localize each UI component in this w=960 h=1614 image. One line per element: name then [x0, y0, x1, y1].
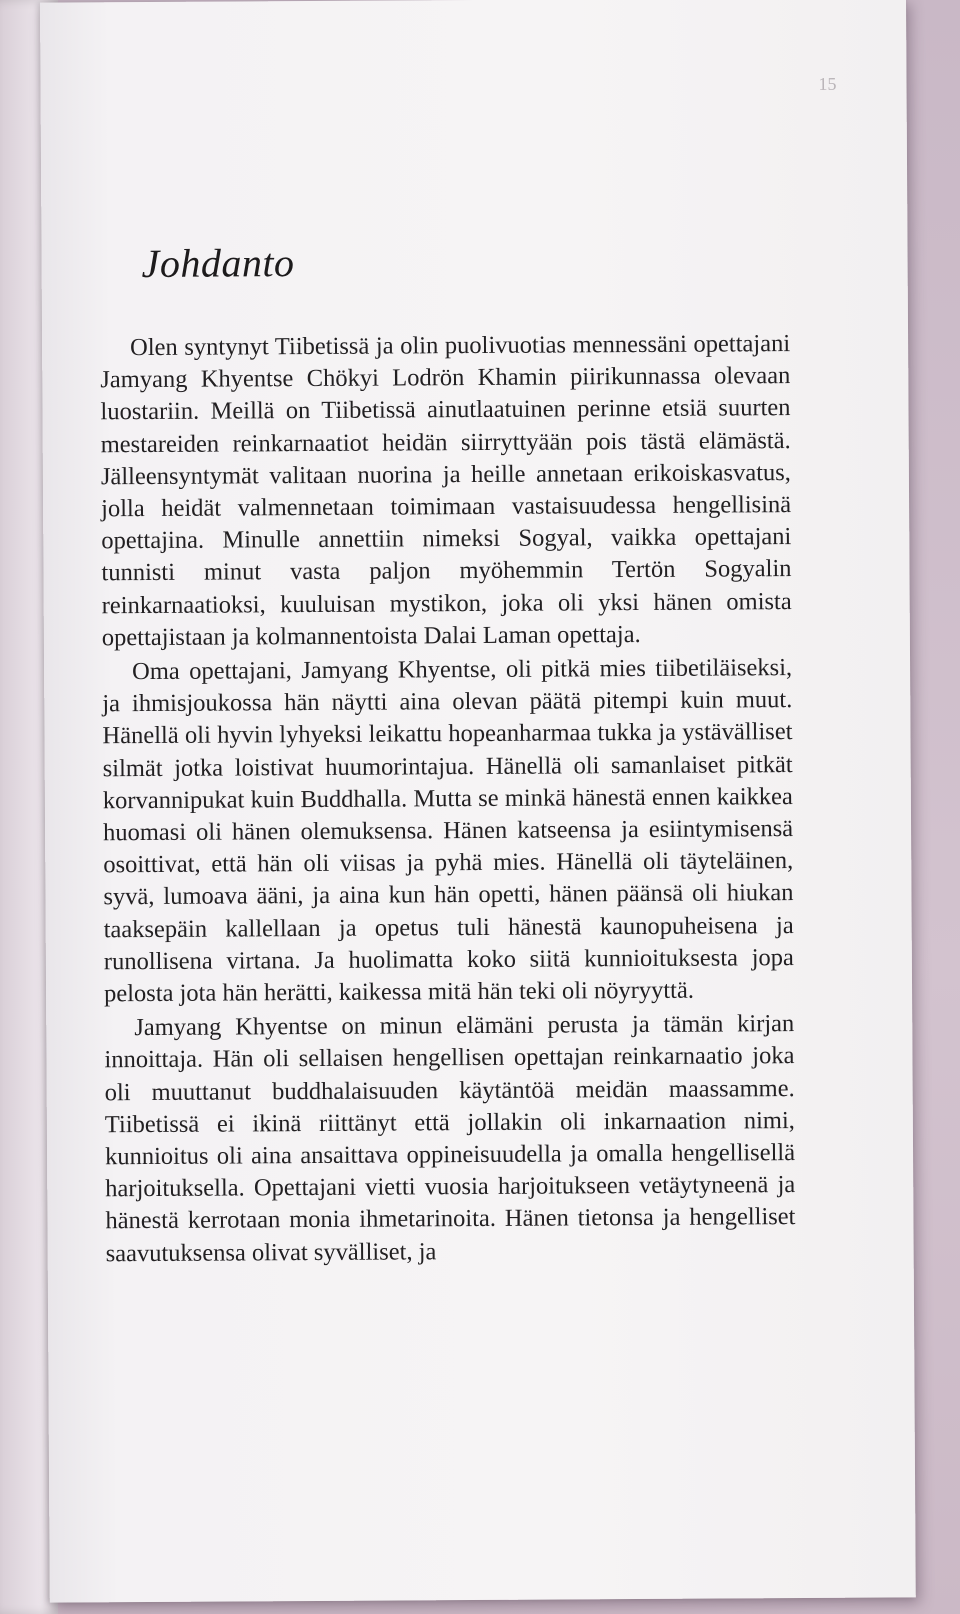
book-page: [40, 0, 916, 1603]
page-number: 15: [818, 73, 837, 94]
chapter-heading: Johdanto: [141, 240, 295, 287]
paragraph: Olen syntynyt Tiibetissä ja olin puolivuotias mennessäni opettajani Jamyang Khyentse Chökyi Lodrön Khamin piirikunnassa olevaan luostariin. Meillä on Tiibetissä ainutlaatuinen perinne etsiä suurten mestareiden reinkarnaatiot heidän siirryttyään pois tästä elämästä. Jälleensyntymät valitaan nuorina ja heille annetaan erikoiskasvatus, jolla heidät valmennetaan toimimaan vastaisuudessa hengellisinä opettajina. Minulle annettiin nimeksi Sogyal, vaikka opettajani tunnisti minut vasta paljon myöhemmin Tertön Sogyalin reinkarnaatioksi, kuuluisan mystikon, joka oli yksi hänen omista opettajistaan ja kolmannentoista Dalai Laman opettaja.: [100, 330, 792, 652]
body-text: [100, 328, 796, 1270]
paragraph: Jamyang Khyentse on minun elämäni perusta ja tämän kirjan innoittaja. Hän oli sellaisen hengellisen opettajan reinkarnaatio joka oli muuttanut buddhalaisuuden käytäntöä meidän maassamme. Tiibetissä ei ikinä riittänyt että jollakin oli inkarnaation nimi, kunnioitus oli aina ansaittava oppineisuudella ja omalla hengellisellä harjoituksella. Opettajani vietti vuosia harjoitukseen vetäytyneenä ja hänestä kerrotaan monia ihmetarinoita. Hänen tietonsa ja hengelliset saavutuksensa olivat syvälliset, ja: [104, 1010, 796, 1267]
paragraph: Oma opettajani, Jamyang Khyentse, oli pitkä mies tiibetiläiseksi, ja ihmisjoukossa hän näytti aina olevan päätä pitempi kuin muut. Hänellä oli hyvin lyhyeksi leikattu hopeanharmaa tukka ja ystävälliset silmät jotka loistivat huumorintajua. Hänellä oli samanlaiset pitkät korvannipukat kuin Buddhalla. Mutta se minkä hänestä ennen kaikkea huomasi oli hänen olemuksensa. Hänen katseensa ja esiintymisensä osoittivat, että hän oli viisas ja pyhä mies. Hänellä oli täyteläinen, syvä, lumoava ääni, ja aina kun hän opetti, hänen päänsä oli hiukan taaksepäin kallellaan ja opetus tuli hänestä kaunopuheisena ja runollisena virtana. Ja huolimatta koko siitä kunnioituksesta jopa pelosta jota hän herätti, kaikessa mitä hän teki oli nöyryyttä.: [102, 654, 794, 1008]
